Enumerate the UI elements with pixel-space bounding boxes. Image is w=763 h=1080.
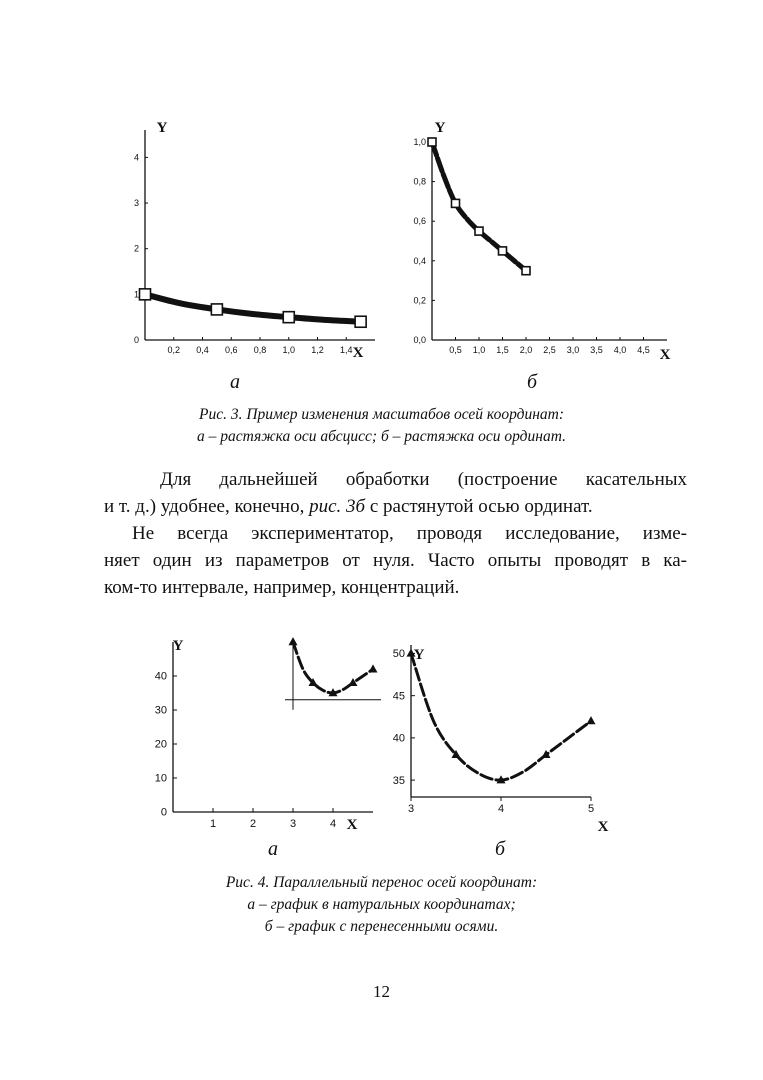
x-tick-label: 2,5 <box>543 345 556 355</box>
data-point-square <box>283 312 294 323</box>
x-axis-name: X <box>346 817 358 833</box>
x-tick-label: 2 <box>249 818 257 830</box>
figure-3b-chart <box>395 115 695 370</box>
data-point-square <box>140 289 151 300</box>
x-tick-label: 5 <box>587 803 595 815</box>
data-point-square <box>522 267 530 275</box>
x-tick-label: 0,4 <box>196 345 209 355</box>
series-curve <box>145 294 361 321</box>
figure-3-caption-line: а – растяжка оси абсцисс; б – растяжка оси ординат. <box>197 428 566 445</box>
y-axis-name: Y <box>172 638 184 654</box>
x-tick-label: 1,2 <box>311 345 324 355</box>
figure-4-caption-line: Рис. 4. Параллельный перенос осей координат: <box>225 874 538 891</box>
x-axis-name: X <box>659 347 671 363</box>
page-number: 12 <box>373 982 390 1001</box>
data-point-triangle <box>289 637 298 645</box>
data-point-square <box>211 304 222 315</box>
x-tick-label: 3,0 <box>566 345 580 355</box>
paragraph-line: няет один из параметров от нуля. Часто опыты проводят в ка- <box>104 550 687 571</box>
x-tick-label: 4,5 <box>637 345 650 355</box>
y-tick-label: 45 <box>392 690 405 703</box>
y-tick-label: 0,2 <box>413 295 426 306</box>
figure-3a-chart <box>110 115 390 365</box>
x-tick-label: 1,4 <box>339 345 353 355</box>
paragraph-text: и т. д.) удобнее, конечно, <box>104 496 310 517</box>
paragraph-1 <box>132 466 687 493</box>
y-axis-name: Y <box>156 120 168 136</box>
series-curve <box>293 642 373 693</box>
y-tick-label: 30 <box>154 704 167 717</box>
y-tick-label: 0,6 <box>413 216 426 227</box>
y-tick-label: 0 <box>160 806 167 819</box>
y-tick-label: 35 <box>392 774 405 787</box>
y-tick-label: 0,0 <box>413 335 426 345</box>
y-tick-label: 50 <box>392 648 405 661</box>
x-tick-label: 4 <box>497 803 505 815</box>
y-axis-name: Y <box>434 120 446 136</box>
paragraph-text: с растянутой осью ординат. <box>365 496 593 517</box>
figure-3b-label: б <box>527 371 538 393</box>
series-curve <box>411 653 591 780</box>
data-point-triangle <box>369 664 378 672</box>
data-point-square <box>428 138 436 146</box>
x-tick-label: 3,5 <box>590 345 603 355</box>
paragraph-2 <box>104 520 687 601</box>
x-tick-label: 1,0 <box>282 345 296 355</box>
x-tick-label: 1,5 <box>496 345 509 355</box>
figure-4-caption-line: б – график с перенесенными осями. <box>264 918 499 935</box>
y-tick-label: 1 <box>133 289 139 300</box>
x-axis-name: X <box>352 345 364 361</box>
y-tick-label: 0,8 <box>413 176 426 187</box>
x-tick-label: 3 <box>289 818 297 830</box>
y-tick-label: 40 <box>392 732 405 745</box>
y-tick-label: 10 <box>154 772 167 785</box>
x-tick-label: 3 <box>407 803 415 815</box>
x-tick-label: 1,0 <box>472 345 486 355</box>
x-tick-label: 0,2 <box>167 345 181 355</box>
x-tick-label: 0,6 <box>224 345 238 355</box>
paragraph-line: Не всегда экспериментатор, проводя исследование, изме- <box>132 523 687 544</box>
paragraph-line: Для дальнейшей обработки (построение касательных <box>160 469 687 490</box>
x-tick-label: 0,5 <box>449 345 462 355</box>
figure-3a-label: а <box>230 371 240 393</box>
figure-3-caption <box>60 404 703 448</box>
figure-4a-label: а <box>268 838 278 860</box>
data-point-triangle <box>587 716 596 724</box>
y-tick-label: 40 <box>154 670 167 683</box>
y-tick-label: 0 <box>133 335 139 345</box>
x-tick-label: 4,0 <box>613 345 627 355</box>
y-axis-name: Y <box>413 647 425 663</box>
data-point-square <box>499 247 507 255</box>
y-tick-label: 4 <box>133 152 139 163</box>
paragraph-line <box>104 493 687 520</box>
x-tick-label: 0,8 <box>253 345 267 355</box>
figure-4-caption-line: а – график в натуральных координатах; <box>247 896 516 913</box>
y-tick-label: 3 <box>133 198 139 209</box>
y-tick-label: 1,0 <box>413 137 426 147</box>
y-tick-label: 20 <box>154 738 167 751</box>
y-tick-label: 2 <box>133 243 139 254</box>
x-tick-label: 2,0 <box>519 345 533 355</box>
paragraph-line: ком-то интервале, например, концентраций. <box>104 577 460 598</box>
series-curve <box>432 142 526 271</box>
figure-4-caption <box>60 872 703 938</box>
figure-4b-chart <box>385 635 625 840</box>
data-point-square <box>475 227 483 235</box>
x-axis-name: X <box>597 819 609 835</box>
x-tick-label: 1 <box>209 818 217 830</box>
data-point-square <box>452 199 460 207</box>
y-tick-label: 0,4 <box>413 255 426 266</box>
x-tick-label: 4 <box>329 818 337 830</box>
figure-reference: рис. 3б <box>309 496 366 517</box>
paragraph-1-continued <box>104 493 687 520</box>
data-point-square <box>355 316 366 327</box>
figure-4b-label: б <box>495 838 506 860</box>
figure-4a-chart <box>130 625 380 840</box>
figure-3-caption-line: Рис. 3. Пример изменения масштабов осей координат: <box>198 406 565 423</box>
